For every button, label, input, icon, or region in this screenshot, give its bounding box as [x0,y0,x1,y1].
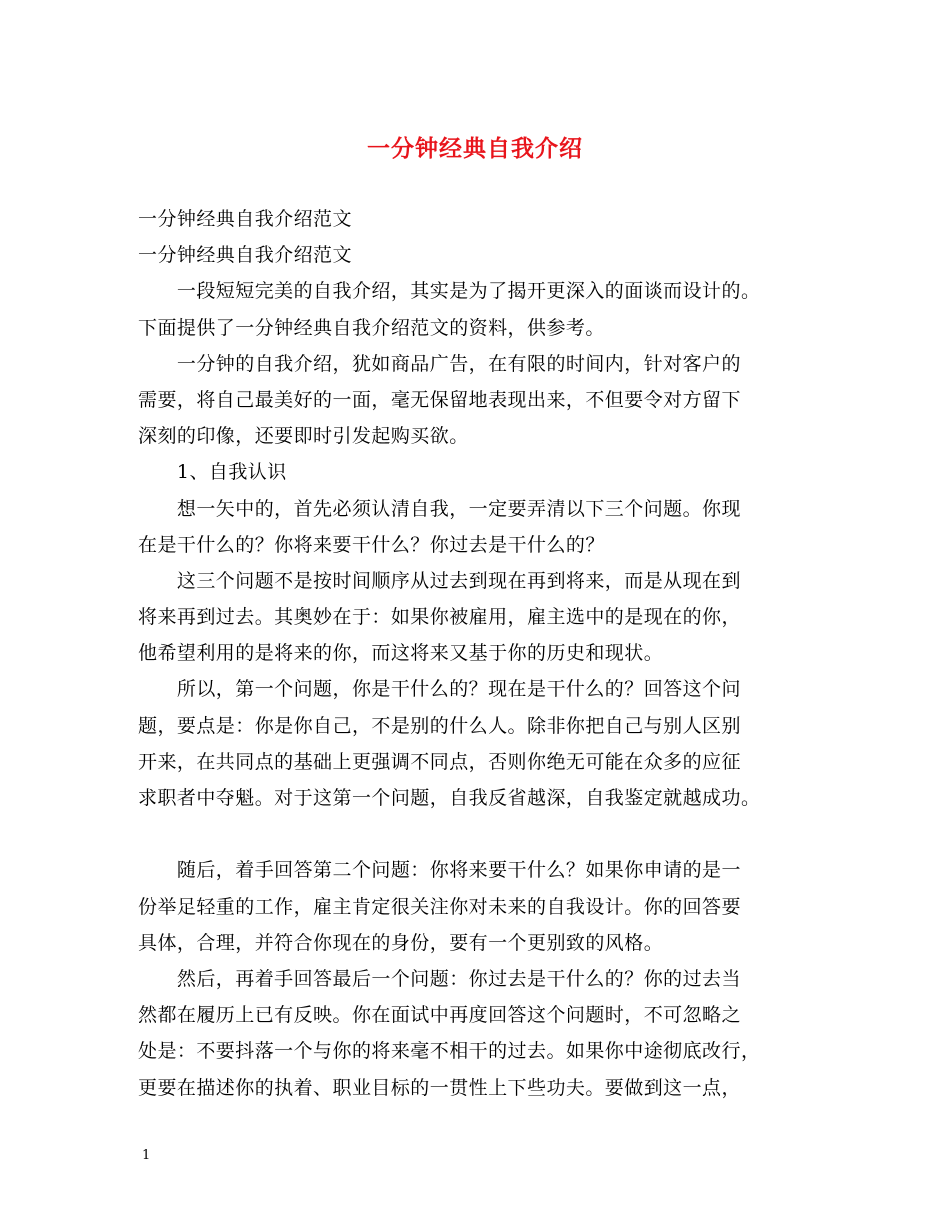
text-line: 一分钟的自我介绍，犹如商品广告，在有限的时间内，针对客户的 [138,352,741,375]
text-line: 然都在履历上已有反映。你在面试中再度回答这个问题时，不可忽略之 [138,1004,741,1027]
section-heading: 1、自我认识 [138,461,287,484]
text-line: 然后，再着手回答最后一个问题：你过去是干什么的？你的过去当 [138,967,741,990]
text-line: 开来，在共同点的基础上更强调不同点，否则你绝无可能在众多的应征 [138,750,741,773]
text-line: 一分钟经典自我介绍范文 [138,244,352,267]
text-line: 下面提供了一分钟经典自我介绍范文的资料，供参考。 [138,316,605,339]
text-line: 深刻的印像，还要即时引发起购买欲。 [138,425,469,448]
text-line: 在是干什么的？你将来要干什么？你过去是干什么的？ [138,533,605,556]
text-line: 一段短短完美的自我介绍，其实是为了揭开更深入的面谈而设计的。 [138,280,761,303]
text-line: 份举足轻重的工作，雇主肯定很关注你对未来的自我设计。你的回答要 [138,895,741,918]
text-line: 想一矢中的，首先必须认清自我，一定要弄清以下三个问题。你现 [138,497,741,520]
text-line: 处是：不要抖落一个与你的将来毫不相干的过去。如果你中途彻底改行， [138,1040,761,1063]
document-body [138,201,838,1106]
document-title: 一分钟经典自我介绍 [367,135,583,162]
text-line: 将来再到过去。其奥妙在于：如果你被雇用，雇主选中的是现在的你， [138,606,741,629]
text-line: 所以，第一个问题，你是干什么的？现在是干什么的？回答这个问 [138,678,741,701]
text-line: 更要在描述你的执着、职业目标的一贯性上下些功夫。要做到这一点， [138,1076,741,1099]
page-number: 1 [142,1148,151,1163]
text-line: 需要，将自己最美好的一面，毫无保留地表现出来，不但要令对方留下 [138,388,741,411]
text-line: 这三个问题不是按时间顺序从过去到现在再到将来，而是从现在到 [138,569,741,592]
text-line: 具体，合理，并符合你现在的身份，要有一个更别致的风格。 [138,931,664,954]
blank-line [138,816,838,852]
text-line: 题，要点是：你是你自己，不是别的什么人。除非你把自己与别人区别 [138,714,741,737]
text-line: 求职者中夺魁。对于这第一个问题，自我反省越深，自我鉴定就越成功。 [138,787,761,809]
text-line: 他希望利用的是将来的你，而这将来又基于你的历史和现状。 [138,642,664,665]
text-line: 随后，着手回答第二个问题：你将来要干什么？如果你申请的是一 [138,859,741,882]
text-line: 一分钟经典自我介绍范文 [138,208,352,230]
